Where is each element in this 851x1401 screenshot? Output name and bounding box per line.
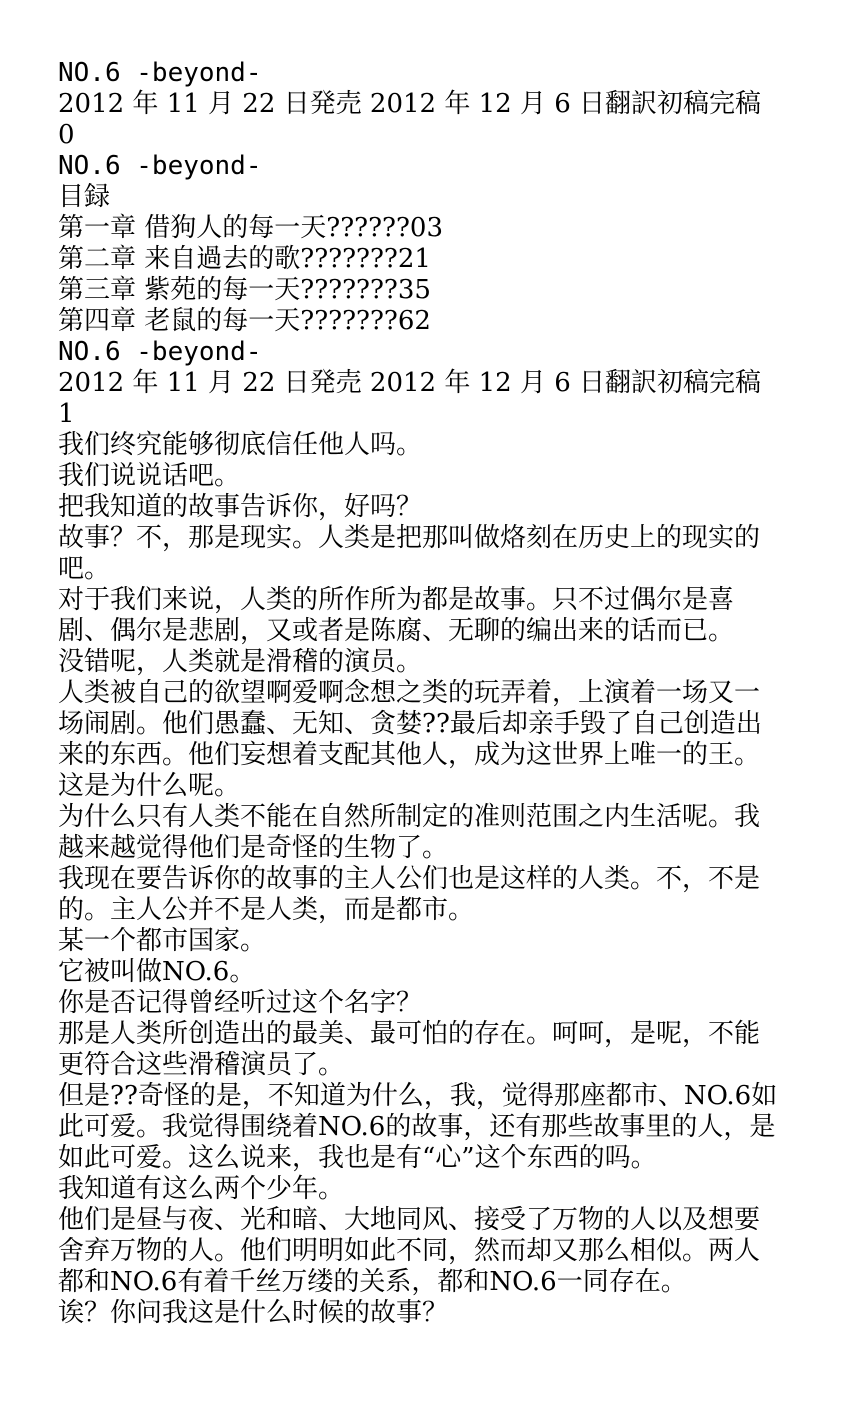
toc-item: 第三章 紫苑的每一天???????35 [58,275,431,305]
body-text-line: 诶？你问我这是什么时候的故事？ [58,1298,449,1328]
body-text-line: 故事？不，那是现实。人类是把那叫做烙刻在历史上的现实的 [58,523,761,553]
body-text-line: 更符合这些滑稽演员了。 [58,1050,345,1080]
body-text-line: 它被叫做NO.6。 [58,957,256,987]
doc-header-title: NO.6 -beyond- [58,58,262,88]
body-text-line: 把我知道的故事告诉你，好吗？ [58,492,423,522]
toc-item: 第二章 来自過去的歌???????21 [58,244,431,274]
toc-item: 第四章 老鼠的每一天???????62 [58,306,431,336]
body-text-line: 剧、偶尔是悲剧，又或者是陈腐、无聊的编出来的话而已。 [58,616,735,646]
body-text-line: 为什么只有人类不能在自然所制定的准则范围之内生活呢。我 [58,802,761,832]
doc-header-title: NO.6 -beyond- [58,151,262,181]
body-text-line: 都和NO.6有着千丝万缕的关系，都和NO.6一同存在。 [58,1267,687,1297]
body-text-line: 但是??奇怪的是，不知道为什么，我，觉得那座都市、NO.6如 [58,1081,778,1111]
body-text-line: 我现在要告诉你的故事的主人公们也是这样的人类。不，不是 [58,864,761,894]
body-text-line: 你是否记得曾经听过这个名字？ [58,988,423,1018]
body-text-line: 如此可爱。这么说来，我也是有“心”这个东西的吗。 [58,1143,657,1173]
body-text-line: 我们终究能够彻底信任他人吗。 [58,430,423,460]
body-text-line: 场闹剧。他们愚蠢、无知、贪婪??最后却亲手毁了自己创造出 [58,709,762,739]
body-text-line: 此可爱。我觉得围绕着NO.6的故事，还有那些故事里的人，是 [58,1112,776,1142]
body-text-line: 我们说说话吧。 [58,461,241,491]
body-text-line: 这是为什么呢。 [58,771,241,801]
body-text-line: 对于我们来说，人类的所作所为都是故事。只不过偶尔是喜 [58,585,735,615]
doc-header-date: 2012 年 11 月 22 日発売 2012 年 12 月 6 日翻訳初稿完稿 [58,368,762,398]
body-text-line: 越来越觉得他们是奇怪的生物了。 [58,833,449,863]
page-number: 1 [58,399,75,429]
body-text-line: 那是人类所创造出的最美、最可怕的存在。呵呵，是呢，不能 [58,1019,761,1049]
body-text-line: 来的东西。他们妄想着支配其他人，成为这世界上唯一的王。 [58,740,761,770]
body-text-line: 的。主人公并不是人类，而是都市。 [58,895,475,925]
body-text-line: 舍弃万物的人。他们明明如此不同，然而却又那么相似。两人 [58,1236,761,1266]
toc-item: 第一章 借狗人的每一天??????03 [58,213,443,243]
body-text-line: 吧。 [58,554,111,584]
page-number: 0 [58,120,75,150]
doc-header-date: 2012 年 11 月 22 日発売 2012 年 12 月 6 日翻訳初稿完稿 [58,89,762,119]
body-text-line: 人类被自己的欲望啊爱啊念想之类的玩弄着，上演着一场又一 [58,678,761,708]
doc-header-title: NO.6 -beyond- [58,337,262,367]
toc-heading: 目録 [58,182,111,212]
body-text-line: 我知道有这么两个少年。 [58,1174,345,1204]
body-text-line: 他们是昼与夜、光和暗、大地同风、接受了万物的人以及想要 [58,1205,761,1235]
body-text-line: 没错呢，人类就是滑稽的演员。 [58,647,423,677]
body-text-line: 某一个都市国家。 [58,926,267,956]
document-page [58,58,798,1329]
